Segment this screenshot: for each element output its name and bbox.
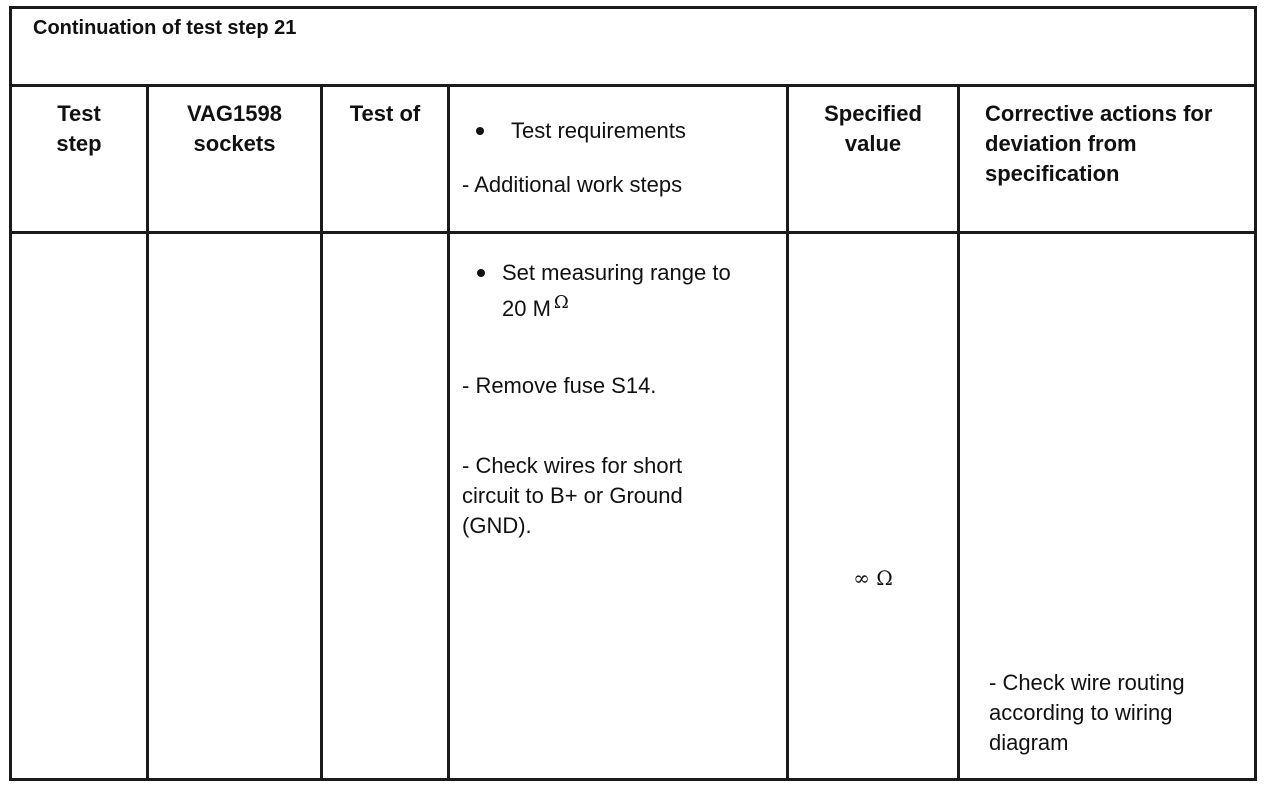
body-bullet-row — [450, 258, 786, 326]
header-test-of — [323, 99, 447, 129]
header-requirements-text: Test requirements — [511, 118, 686, 143]
body-check-line1: - Check wires for short — [462, 453, 683, 478]
header-specified-line2: value — [844, 131, 902, 156]
column-divider-5 — [957, 86, 960, 780]
header-test-step — [12, 99, 146, 159]
header-sockets — [149, 99, 320, 159]
body-check-line2: circuit to B+ or Ground — [462, 483, 683, 508]
header-corrective-line2: deviation from — [985, 131, 1137, 156]
column-divider-4 — [786, 86, 789, 780]
body-check-line3: (GND). — [462, 513, 532, 538]
header-specified-line1: Specified — [824, 101, 922, 126]
body-specified-value: ∞ Ω — [853, 566, 893, 590]
header-sockets-line1: VAG1598 — [187, 101, 282, 126]
body-corrective-line1: - Check wire routing — [989, 670, 1185, 695]
bullet-icon — [476, 127, 484, 135]
omega-symbol: Ω — [553, 292, 569, 313]
body-corrective-line3: diagram — [989, 730, 1069, 755]
body-bullet-line1: Set measuring range to — [502, 260, 731, 285]
column-divider-2 — [320, 86, 323, 780]
header-test-step-line2: step — [56, 131, 102, 156]
header-test-of-text: Test of — [349, 101, 421, 126]
body-corrective-actions — [989, 668, 1253, 758]
table-title: Continuation of test step 21 — [33, 17, 297, 39]
header-requirements — [450, 116, 786, 200]
body-check-wires — [462, 451, 683, 541]
header-specified-value — [789, 99, 957, 159]
header-requirements-row — [450, 116, 786, 146]
bullet-icon — [477, 269, 485, 277]
body-remove-fuse: - Remove fuse S14. — [462, 373, 657, 398]
header-sockets-line2: sockets — [193, 131, 276, 156]
header-additional-text: - Additional work steps — [462, 172, 683, 197]
body-requirements — [450, 258, 786, 538]
body-corrective-line2: according to wiring — [989, 700, 1173, 725]
header-corrective-line1: Corrective actions for — [985, 101, 1213, 126]
header-corrective-line3: specification — [985, 161, 1120, 186]
body-bullet-line2: 20 M — [502, 296, 551, 321]
title-divider — [9, 84, 1257, 87]
body-bullet-text — [502, 258, 731, 326]
header-divider — [9, 231, 1257, 234]
body-bullet-line2-wrap — [502, 294, 731, 326]
column-divider-1 — [146, 86, 149, 780]
header-corrective-actions — [985, 99, 1253, 189]
header-test-step-line1: Test — [57, 101, 101, 126]
